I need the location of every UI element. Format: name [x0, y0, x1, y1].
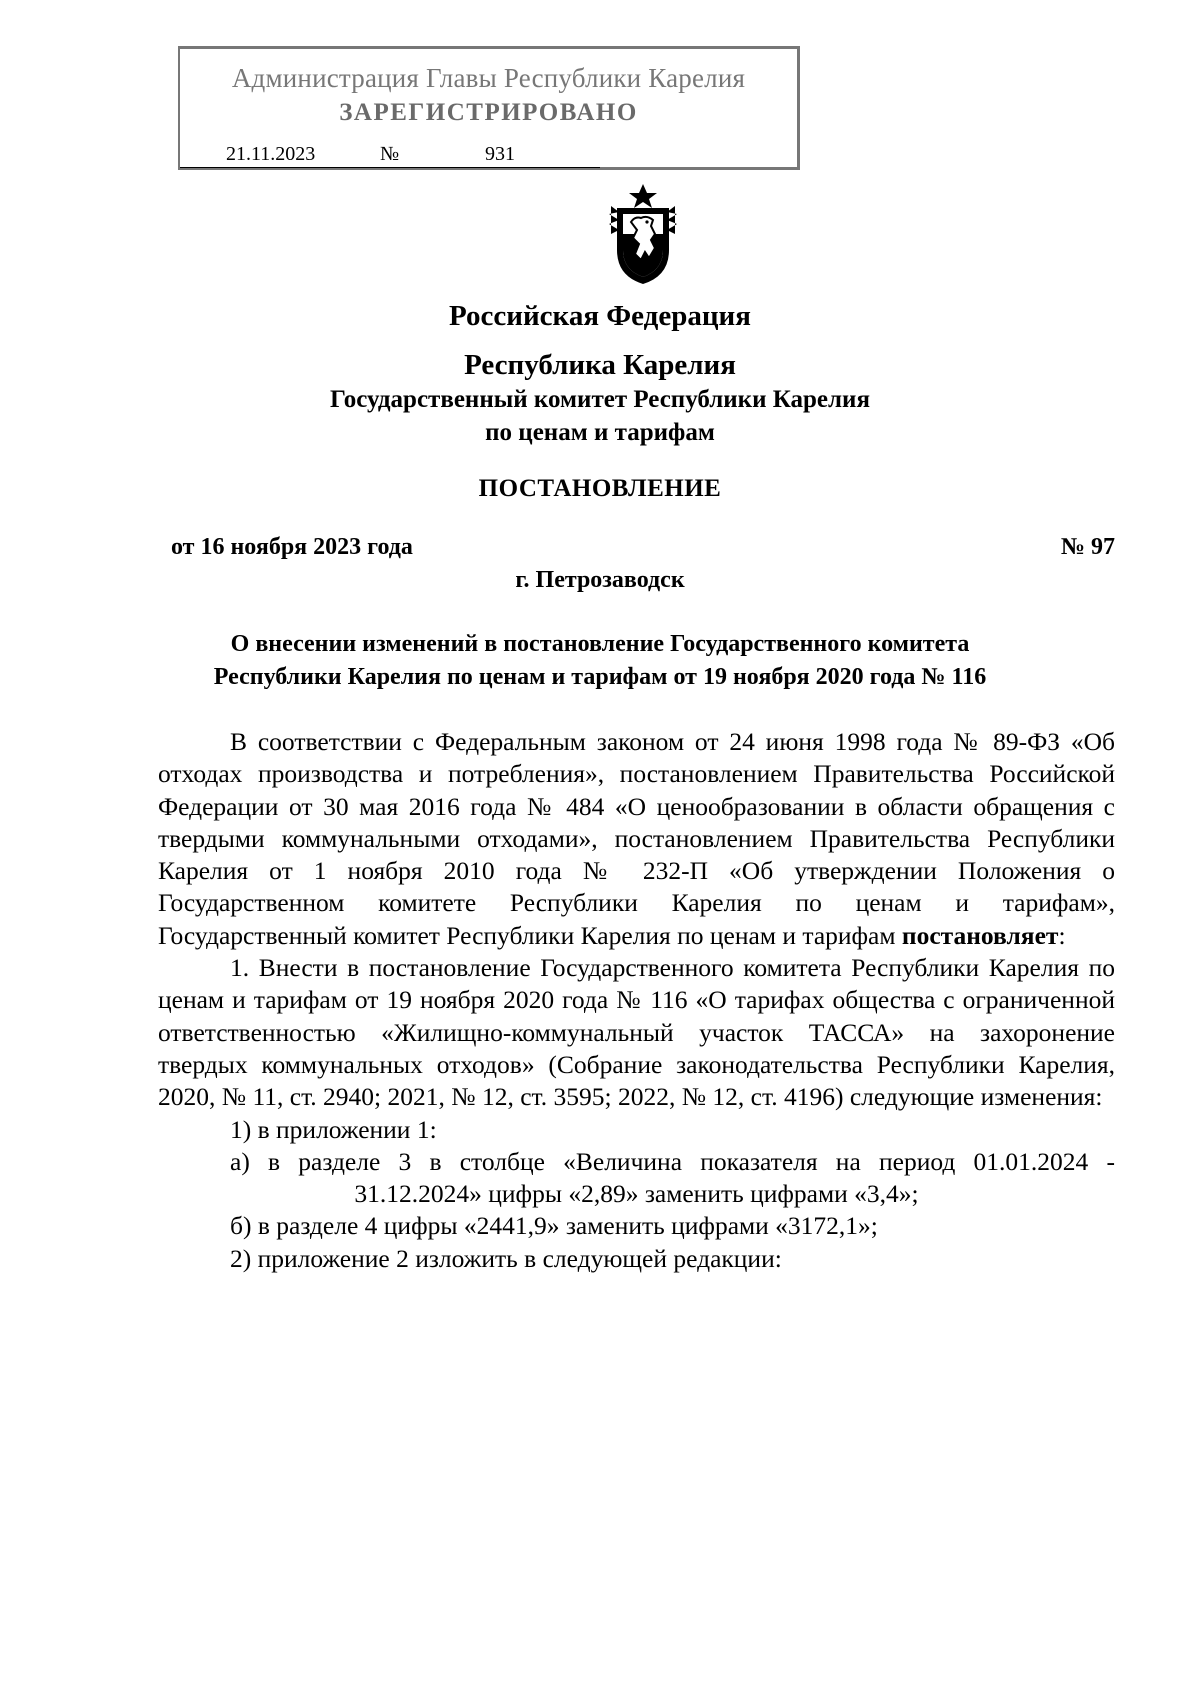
header-republic: Республика Карелия	[464, 349, 736, 381]
stamp-number: 931	[485, 143, 515, 165]
stamp-number-label: №	[380, 143, 400, 165]
paragraph-subitem-2: 2) приложение 2 изложить в следующей редакции:	[230, 1243, 782, 1273]
header-federation: Российская Федерация	[449, 300, 751, 332]
registration-stamp	[178, 46, 800, 170]
stamp-registration-line	[180, 145, 600, 168]
paragraph-item-1: 1. Внести в постановление Государственного комитета Республики Карелия по ценам и тарифам от 19 ноября 2020 года № 116 «О тарифах общества с ограниченной ответственностью «Жилищно-коммунальный участок ТАССА» на захоронение твердых коммунальных отходов» (Собрание законодательства Республики Карелия, 2020, № 11, ст. 2940; 2021, № 12, ст. 3595; 2022, № 12, ст. 4196) следующие изменения:	[158, 953, 1115, 1112]
paragraph-subitem-a: а) в разделе 3 в столбце «Величина показателя на период 01.01.2024 - 31.12.2024» цифры «2,89» заменить цифрами «3,4»;	[230, 1146, 1115, 1209]
paragraph-subitem-b: б) в разделе 4 цифры «2441,9» заменить цифрами «3172,1»;	[230, 1211, 878, 1241]
paragraph-subitem-1: 1) в приложении 1:	[230, 1114, 437, 1144]
stamp-registered: ЗАРЕГИСТРИРОВАНО	[339, 99, 638, 126]
title-line1: О внесении изменений в постановление Государственного комитета	[230, 631, 970, 657]
preamble-resolves: постановляет	[901, 920, 1059, 950]
document-body	[158, 726, 1115, 1275]
document-type: ПОСТАНОВЛЕНИЕ	[478, 475, 722, 502]
date-number-line	[171, 534, 1115, 561]
paragraph-preamble	[158, 726, 1115, 952]
document-date: от 16 ноября 2023 года	[171, 534, 413, 560]
stamp-date: 21.11.2023	[226, 143, 316, 165]
preamble-colon: :	[1058, 920, 1066, 950]
title-line2: Республики Карелия по ценам и тарифам от 19 ноября 2020 года № 116	[213, 664, 987, 690]
stamp-authority: Администрация Главы Республики Карелия	[231, 63, 746, 93]
document-number: № 97	[1060, 534, 1115, 560]
header-committee-line2: по ценам и тарифам	[485, 419, 715, 446]
header-committee: Государственный комитет Республики Карелия	[330, 386, 870, 413]
preamble-text: В соответствии с Федеральным законом от 24 июня 1998 года № 89-ФЗ «Об отходах производства и потребления», постановлением Правительства Российской Федерации от 30 мая 2016 года № 484 «О ценообразовании в области обращения с твердыми коммунальными отходами», постановлением Правительства Республики Карелия от 1 ноября 2010 года № 232-П «Об утверждении Положения о Государственном комитете Республики Карелия по ценам и тарифам», Государственный комитет Республики Карелия по ценам и тарифам	[158, 727, 1115, 950]
document-title	[100, 628, 1100, 694]
coat-of-arms-icon	[601, 182, 685, 288]
document-city: г. Петрозаводск	[515, 567, 685, 593]
